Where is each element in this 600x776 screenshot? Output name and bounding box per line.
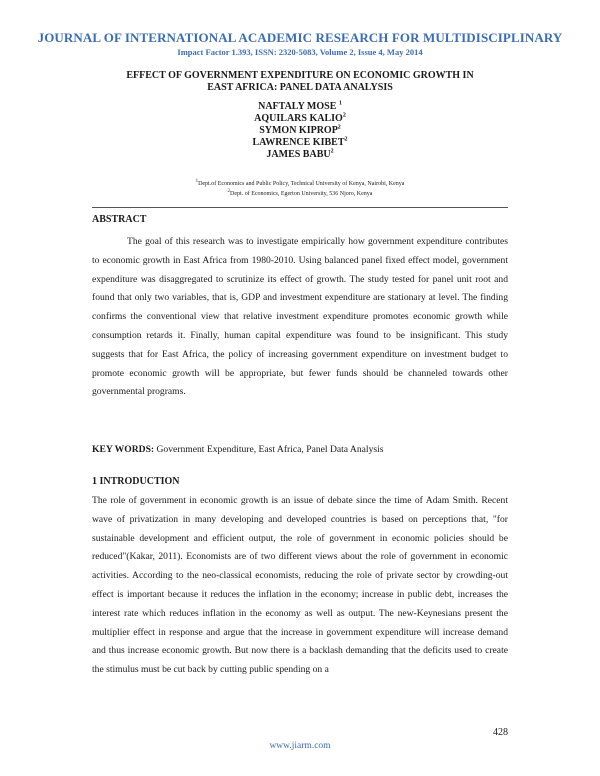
author-list [0,101,600,161]
author-affiliation-mark: 2 [344,136,348,143]
author [0,137,600,149]
introduction-text: The role of government in economic growth is an issue of debate since the time of Adam Smith. Recent wave of privatization in many developing and developed countries is based on perceptions that, "for sustainable development and efficient output, the role of government in economic policies should be reduced"(Kakar, 2011). Economists are of two different views about the role of government in economic activities. According to the neo-classical economists, reducing the role of private sector by crowding-out effect is important because it reduces the inflation in the economy; increase in public debt, increases the interest rate which reduces inflation in the economy as well as output. The new-Keynesians present the multiplier effect in response and argue that the increase in government expenditure will increase demand and thus increase economic growth. But now there is a backlash demanding that the deficits used to create the stimulus must be cut back by cutting public spending on a [92,495,508,676]
abstract-heading: ABSTRACT [92,214,147,225]
author-affiliation-mark: 2 [337,124,341,131]
author [0,113,600,125]
introduction-heading: 1 INTRODUCTION [92,476,180,487]
divider [92,207,508,208]
author-affiliation-mark: 2 [342,112,346,119]
page-number: 428 [493,727,508,738]
author-name: JAMES BABU [266,149,331,160]
author-name: LAWRENCE KIBET [252,137,345,148]
abstract-text: The goal of this research was to investigate empirically how government expenditure contributes to economic growth in East Africa from 1980-2010. Using balanced panel fixed effect model, government expenditure was disaggregated to scrutinize its effect of growth. The study tested for panel unit root and found that only two variables, that is, GDP and investment expenditure are stationary at level. The finding confirms the conventional view that relative investment expenditure promotes economic growth while consumption retards it. Finally, human capital expenditure was found to be insignificant. This study suggests that for East Africa, the policy of increasing government expenditure on investment budget to promote economic growth will be appropriate, but fewer funds should be channeled towards other governmental programs. [92,236,508,398]
author [0,149,600,161]
author-affiliation-mark: 2 [330,148,334,155]
affiliation-list [0,179,600,199]
author-name: NAFTALY MOSE [258,101,339,112]
affiliation-text: Dept. of Economics, Egerton University, 536 Njoro, Kenya [230,191,373,197]
author [0,101,600,113]
author [0,125,600,137]
paper-title [60,70,540,94]
website-link[interactable]: www.jiarm.com [269,741,331,751]
affiliation-text: Dept.of Economics and Public Policy, Technical University of Kenya, Nairobi, Kenya [198,181,405,187]
affiliation-mark: 1 [195,179,199,184]
affiliation-mark: 2 [227,189,231,194]
keywords [92,444,508,455]
keywords-text: Government Expenditure, East Africa, Panel Data Analysis [154,444,384,455]
journal-header [0,30,600,57]
affiliation [0,189,600,199]
keywords-label: KEY WORDS: [92,444,155,455]
author-name: SYMON KIPROP [259,125,338,136]
paper-title-line: EFFECT OF GOVERNMENT EXPENDITURE ON ECONOMIC GROWTH IN [126,70,474,81]
journal-meta: Impact Factor 1.393, ISSN: 2320-5083, Volume 2, Issue 4, May 2014 [177,47,423,57]
affiliation [0,179,600,189]
author-affiliation-mark: 1 [338,100,342,107]
journal-title: JOURNAL OF INTERNATIONAL ACADEMIC RESEARCH FOR MULTIDISCIPLINARY [37,30,563,45]
paper-title-line: EAST AFRICA: PANEL DATA ANALYSIS [207,82,393,93]
author-name: AQUILARS KALIO [254,113,343,124]
